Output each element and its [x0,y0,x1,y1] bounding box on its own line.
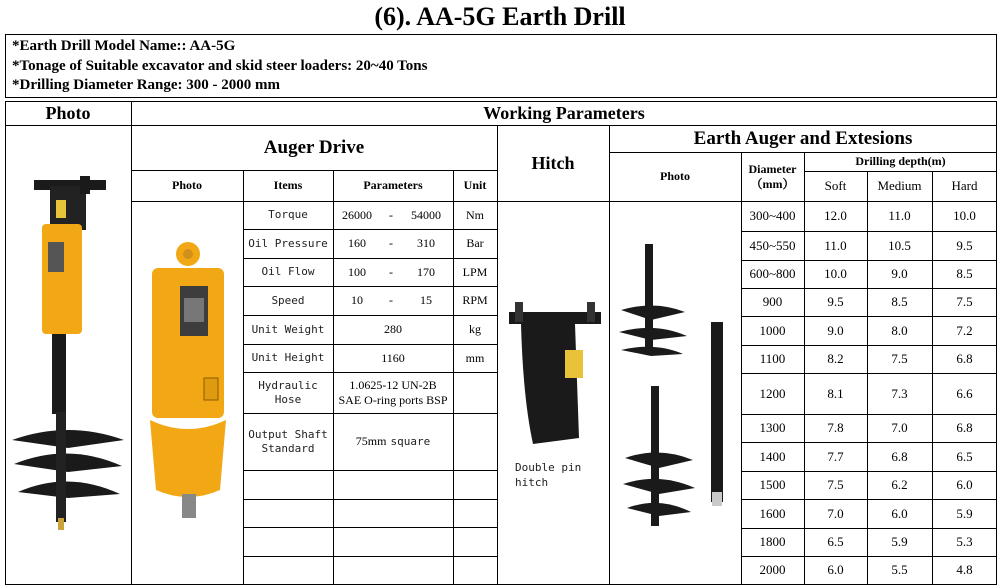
depth-medium: 8.5 [891,294,908,309]
depth-medium: 9.0 [891,266,908,281]
depth-soft: 11.0 [824,237,847,253]
depth-diameter: 1000 [759,322,786,338]
param-item: Oil Pressure [248,236,328,250]
depth-soft: 6.5 [827,534,844,549]
depth-medium: 7.0 [891,420,908,435]
depth-diameter: 1400 [759,448,786,464]
depth-diameter: 600~800 [749,266,796,281]
auger-drive-photo-header: Photo [172,178,202,192]
depth-diameter: 1100 [759,351,786,366]
depth-diameter: 1200 [759,385,786,401]
earth-auger-photo [615,240,740,540]
depth-soft: 7.7 [827,448,844,464]
depth-soft: 12.0 [824,208,847,223]
diameter-unit: （mm） [750,176,795,191]
drilling-diameter-range: *Drilling Diameter Range: 300 - 2000 mm [12,77,281,93]
working-parameters-header: Working Parameters [483,102,645,123]
param-unit: Nm [466,207,484,222]
photo-column-header: Photo [45,102,91,123]
depth-medium: 7.5 [891,351,908,366]
param-item: Hydraulic Hose [258,378,318,406]
param-dash: - [389,236,393,250]
depth-hard: 6.6 [956,385,973,401]
depth-soft: 7.8 [827,420,844,435]
depth-hard: 6.0 [956,477,973,492]
depth-diameter: 1600 [759,505,786,521]
hitch-photo [503,298,605,450]
depth-medium: 6.8 [891,448,908,464]
depth-medium: 6.2 [891,477,908,492]
diameter-label: Diameter [748,161,797,176]
depth-soft: 10.0 [824,266,847,281]
depth-hard: 6.5 [956,448,973,464]
depth-soft: 7.5 [827,477,844,492]
param-value-shape: square [390,435,431,448]
param-item: Unit Height [251,351,325,364]
depth-hard: 7.5 [956,294,973,309]
auger-drive-photo [140,238,238,520]
param-max: 15 [420,293,432,307]
param-unit: mm [465,350,485,365]
param-item: Oil Flow [261,265,315,278]
param-unit [453,372,497,413]
items-header: Items [273,178,303,192]
depth-soft: 6.0 [827,562,844,577]
depth-hard: 9.5 [956,237,973,253]
depth-diameter: 450~550 [749,237,796,253]
param-value-size: 75mm [355,434,387,448]
param-dash: - [389,207,393,222]
auger-drive-header: Auger Drive [263,136,365,158]
model-name: *Earth Drill Model Name:: AA-5G [12,38,236,54]
depth-soft: 8.2 [827,351,844,366]
excavator-tonnage: *Tonage of Suitable excavator and skid steer loaders: 20~40 Tons [12,57,428,74]
depth-hard: 10.0 [953,208,976,223]
model-info-box [5,34,997,98]
auger-photo-header: Photo [660,169,690,183]
depth-soft: 9.0 [827,322,844,338]
param-dash: - [389,264,393,279]
hitch-label: Double pin hitch [515,461,582,489]
param-value [333,413,453,470]
parameters-header: Parameters [363,178,423,192]
param-min: 26000 [342,207,372,222]
param-item: Unit Weight [251,322,325,336]
depth-diameter: 900 [762,294,783,309]
depth-diameter: 1500 [759,477,786,492]
depth-medium: 8.0 [891,322,908,338]
unit-header: Unit [463,178,487,192]
depth-medium: 11.0 [888,208,911,223]
depth-hard: 6.8 [956,420,973,435]
param-item: Output Shaft Standard [248,427,328,455]
depth-hard: 5.3 [956,534,973,549]
soft-header: Soft [824,178,847,193]
depth-soft: 8.1 [827,385,844,401]
param-max: 170 [417,264,435,279]
depth-soft: 7.0 [827,505,844,521]
param-unit: RPM [462,293,488,307]
earth-drill-photo [8,172,130,532]
param-unit [453,413,497,470]
depth-medium: 7.3 [891,385,908,401]
param-unit: LPM [462,264,488,279]
depth-soft: 9.5 [827,294,844,309]
depth-hard: 6.8 [956,351,973,366]
hitch-header: Hitch [531,152,575,173]
param-item: Torque [268,208,308,221]
param-dash: - [389,293,393,307]
param-item: Speed [271,293,305,307]
hard-header: Hard [951,178,978,193]
depth-diameter: 1300 [759,420,786,435]
depth-medium: 10.5 [888,237,911,253]
depth-diameter: 2000 [759,562,786,577]
depth-diameter: 1800 [759,534,786,549]
param-min: 10 [351,293,363,307]
param-unit: Bar [466,236,484,250]
medium-header: Medium [877,178,922,193]
diameter-header [741,152,804,201]
depth-medium: 5.5 [891,562,908,577]
param-min: 100 [348,264,366,279]
depth-diameter: 300~400 [749,208,796,223]
param-max: 54000 [411,207,441,222]
earth-auger-header: Earth Auger and Extesions [693,127,913,149]
depth-medium: 5.9 [891,534,908,549]
depth-hard: 7.2 [956,322,973,338]
param-max: 310 [417,236,435,250]
drilling-depth-header: Drilling depth(m) [855,154,946,168]
param-unit: kg [469,322,481,336]
param-value: 1160 [381,350,405,365]
depth-hard: 8.5 [956,266,973,281]
param-value: 1.0625-12 UN-2B SAE O-ring ports BSP [338,377,448,407]
depth-medium: 6.0 [891,505,908,521]
param-min: 160 [348,236,366,250]
depth-hard: 5.9 [956,505,973,521]
depth-hard: 4.8 [956,562,973,577]
param-value: 280 [384,322,402,336]
page-title: (6). AA-5G Earth Drill [374,2,626,31]
